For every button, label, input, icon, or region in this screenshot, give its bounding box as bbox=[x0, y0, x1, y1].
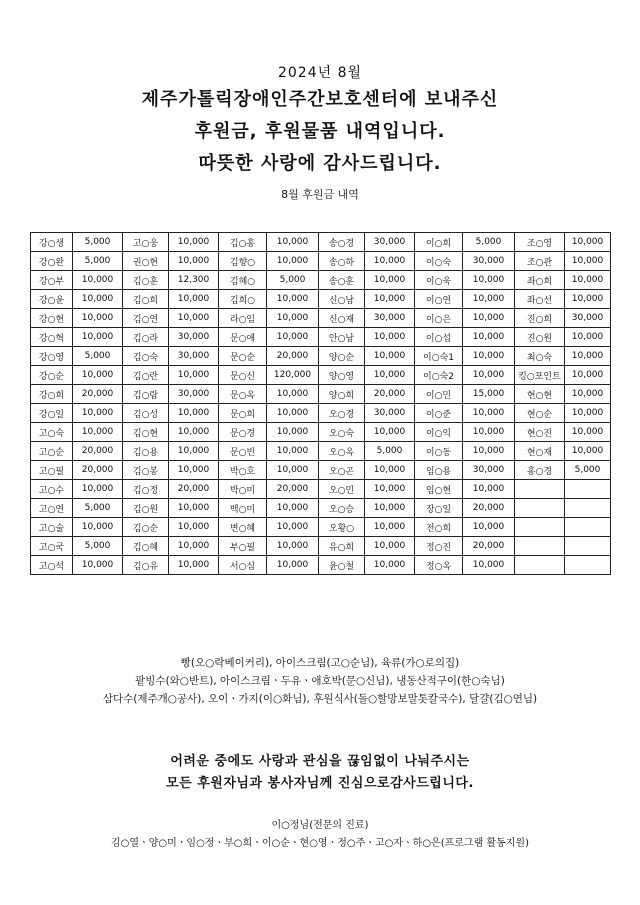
donor-name: 김희○ bbox=[219, 290, 267, 309]
donor-name: 유○희 bbox=[319, 537, 365, 556]
donation-amount: 10,000 bbox=[73, 404, 123, 423]
table-row bbox=[31, 309, 611, 328]
donation-amount: 5,000 bbox=[73, 537, 123, 556]
donor-name: 이○동 bbox=[415, 442, 463, 461]
donor-name: 정○진 bbox=[415, 537, 463, 556]
donation-amount: 20,000 bbox=[169, 480, 219, 499]
donor-name: 현○재 bbox=[515, 442, 565, 461]
donor-name: 고○숙 bbox=[31, 423, 73, 442]
donor-name: 강○희 bbox=[31, 385, 73, 404]
donation-amount: 10,000 bbox=[365, 366, 415, 385]
donor-name: 조○관 bbox=[515, 252, 565, 271]
table-row bbox=[31, 537, 611, 556]
donation-amount bbox=[565, 499, 611, 518]
donation-amount: 20,000 bbox=[73, 461, 123, 480]
donation-amount: 10,000 bbox=[169, 252, 219, 271]
donor-name: 임○현 bbox=[415, 480, 463, 499]
donation-amount: 10,000 bbox=[565, 385, 611, 404]
donor-name: 고○술 bbox=[31, 518, 73, 537]
donor-name: 서○심 bbox=[219, 556, 267, 575]
donation-amount: 10,000 bbox=[365, 480, 415, 499]
donation-amount: 10,000 bbox=[565, 271, 611, 290]
donation-amount: 5,000 bbox=[73, 233, 123, 252]
donation-amount: 30,000 bbox=[565, 309, 611, 328]
donor-name: 박○호 bbox=[219, 461, 267, 480]
table-row bbox=[31, 556, 611, 575]
donor-name bbox=[515, 499, 565, 518]
donation-amount: 10,000 bbox=[73, 271, 123, 290]
donation-subtitle: 8월 후원금 내역 bbox=[281, 188, 359, 201]
donation-amount: 5,000 bbox=[73, 347, 123, 366]
goods-line-3: 삼다수(제주개○공사), 오이ㆍ가지(이○화님), 후원식사(돌○할망보말톳칼국수), 달걀(김○연님) bbox=[102, 693, 538, 705]
donation-amount: 10,000 bbox=[169, 366, 219, 385]
donor-name: 김○홍 bbox=[219, 233, 267, 252]
table-row bbox=[31, 385, 611, 404]
donation-amount: 5,000 bbox=[463, 233, 515, 252]
donation-amount: 10,000 bbox=[565, 442, 611, 461]
table-row bbox=[31, 252, 611, 271]
donor-name: 김○혜 bbox=[123, 537, 169, 556]
donor-name: 문○경 bbox=[219, 423, 267, 442]
donation-amount: 10,000 bbox=[365, 290, 415, 309]
donor-name: 최○숙 bbox=[515, 347, 565, 366]
donor-name: 이○숙2 bbox=[415, 366, 463, 385]
donation-amount: 10,000 bbox=[267, 537, 319, 556]
donor-name: 오○승 bbox=[319, 499, 365, 518]
donation-amount: 10,000 bbox=[169, 461, 219, 480]
donation-amount: 10,000 bbox=[463, 480, 515, 499]
donation-amount: 10,000 bbox=[365, 537, 415, 556]
donor-name: 송○하 bbox=[319, 252, 365, 271]
donor-name: 좌○희 bbox=[515, 271, 565, 290]
donation-amount: 30,000 bbox=[169, 347, 219, 366]
donation-amount: 10,000 bbox=[565, 233, 611, 252]
donor-name: 좌○선 bbox=[515, 290, 565, 309]
donation-amount: 10,000 bbox=[267, 442, 319, 461]
donation-amount: 10,000 bbox=[365, 328, 415, 347]
donor-name bbox=[515, 537, 565, 556]
donation-amount: 10,000 bbox=[169, 499, 219, 518]
donor-name: 현○현 bbox=[515, 385, 565, 404]
donor-name: 문○희 bbox=[219, 404, 267, 423]
donation-amount: 120,000 bbox=[267, 366, 319, 385]
donor-name: 문○신 bbox=[219, 366, 267, 385]
donor-name: 강○윤 bbox=[31, 290, 73, 309]
title-line-2: 후원금, 후원물품 내역입니다. bbox=[194, 121, 446, 142]
donation-amount: 10,000 bbox=[565, 404, 611, 423]
donation-amount: 10,000 bbox=[267, 461, 319, 480]
donor-name: 임○용 bbox=[415, 461, 463, 480]
closing-line-1: 어려운 중에도 사랑과 관심을 끊임없이 나눠주시는 bbox=[170, 754, 470, 769]
donor-name: 강○완 bbox=[31, 252, 73, 271]
donation-amount: 30,000 bbox=[169, 328, 219, 347]
table-row bbox=[31, 404, 611, 423]
donor-name: 김○숙 bbox=[123, 347, 169, 366]
donor-name: 강○영 bbox=[31, 347, 73, 366]
donation-amount: 10,000 bbox=[73, 480, 123, 499]
donation-amount: 12,300 bbox=[169, 271, 219, 290]
donation-amount: 5,000 bbox=[73, 499, 123, 518]
table-row bbox=[31, 442, 611, 461]
donation-amount: 10,000 bbox=[169, 233, 219, 252]
donor-name: 이○희 bbox=[415, 233, 463, 252]
donation-amount: 10,000 bbox=[267, 499, 319, 518]
donation-amount: 10,000 bbox=[365, 423, 415, 442]
donation-amount: 10,000 bbox=[267, 290, 319, 309]
donation-amount: 10,000 bbox=[169, 404, 219, 423]
donor-name: 현○순 bbox=[515, 404, 565, 423]
donation-amount: 20,000 bbox=[463, 537, 515, 556]
table-row bbox=[31, 328, 611, 347]
donation-amount: 30,000 bbox=[463, 461, 515, 480]
donor-name: 고○순 bbox=[31, 442, 73, 461]
donor-name: 고○웅 bbox=[123, 233, 169, 252]
donor-name: 강○혁 bbox=[31, 328, 73, 347]
donor-name: 김○연 bbox=[123, 309, 169, 328]
donor-name: 송○훈 bbox=[319, 271, 365, 290]
title-line-3: 따뜻한 사랑에 감사드립니다. bbox=[198, 153, 442, 174]
donation-amount bbox=[565, 556, 611, 575]
donation-amount: 10,000 bbox=[169, 423, 219, 442]
donation-table bbox=[30, 232, 611, 575]
donor-name: 김○순 bbox=[123, 518, 169, 537]
donation-amount: 5,000 bbox=[365, 442, 415, 461]
donor-name: 김○희 bbox=[123, 290, 169, 309]
donor-name: 김○원 bbox=[123, 499, 169, 518]
donor-name: 변○혜 bbox=[219, 518, 267, 537]
donation-amount: 10,000 bbox=[463, 290, 515, 309]
donor-name: 권○현 bbox=[123, 252, 169, 271]
donor-name: 고○수 bbox=[31, 480, 73, 499]
donor-name: 전○희 bbox=[415, 518, 463, 537]
donor-name: 오○민 bbox=[319, 480, 365, 499]
donor-name: 김○성 bbox=[123, 404, 169, 423]
donation-amount: 20,000 bbox=[73, 385, 123, 404]
table-row bbox=[31, 366, 611, 385]
table-row bbox=[31, 347, 611, 366]
donation-amount: 20,000 bbox=[267, 347, 319, 366]
donor-name: 강○일 bbox=[31, 404, 73, 423]
donor-name: 김○정 bbox=[123, 480, 169, 499]
goods-line-2: 팥빙수(와○반트), 아이스크림ㆍ두유ㆍ애호박(문○신님), 냉동산적구이(한○숙님) bbox=[135, 675, 505, 687]
donor-name: 김○유 bbox=[123, 556, 169, 575]
donation-amount: 10,000 bbox=[365, 347, 415, 366]
donation-amount: 10,000 bbox=[365, 271, 415, 290]
donation-amount: 15,000 bbox=[463, 385, 515, 404]
donation-amount: 10,000 bbox=[267, 252, 319, 271]
donation-amount: 10,000 bbox=[169, 309, 219, 328]
donor-name: 이○숙 bbox=[415, 252, 463, 271]
donation-amount: 10,000 bbox=[463, 366, 515, 385]
donor-name: 이○섭 bbox=[415, 328, 463, 347]
donor-name: 김○라 bbox=[123, 328, 169, 347]
donation-amount: 20,000 bbox=[267, 480, 319, 499]
donor-name bbox=[515, 518, 565, 537]
donor-name: 이○준 bbox=[415, 404, 463, 423]
donation-amount: 10,000 bbox=[463, 442, 515, 461]
donor-name: 김○용 bbox=[123, 442, 169, 461]
donor-name: 강○순 bbox=[31, 366, 73, 385]
donation-amount: 10,000 bbox=[565, 347, 611, 366]
donor-name: 양○희 bbox=[319, 385, 365, 404]
donor-name: 김혜○ bbox=[219, 271, 267, 290]
donation-amount: 30,000 bbox=[463, 252, 515, 271]
donation-amount: 10,000 bbox=[565, 423, 611, 442]
donor-name: 고○석 bbox=[31, 556, 73, 575]
donation-amount: 10,000 bbox=[463, 518, 515, 537]
donation-amount: 10,000 bbox=[73, 556, 123, 575]
donor-name: 박○미 bbox=[219, 480, 267, 499]
table-row bbox=[31, 499, 611, 518]
donation-amount: 10,000 bbox=[365, 252, 415, 271]
donor-name: 장○일 bbox=[415, 499, 463, 518]
donation-amount: 5,000 bbox=[565, 461, 611, 480]
donation-amount: 10,000 bbox=[267, 518, 319, 537]
donor-name: 문○순 bbox=[219, 347, 267, 366]
donation-amount: 10,000 bbox=[267, 423, 319, 442]
donor-name: 고○국 bbox=[31, 537, 73, 556]
donation-amount: 10,000 bbox=[365, 556, 415, 575]
donation-amount: 20,000 bbox=[73, 442, 123, 461]
donor-name: 오○곤 bbox=[319, 461, 365, 480]
donor-name: 양○순 bbox=[319, 347, 365, 366]
donation-amount: 10,000 bbox=[267, 328, 319, 347]
donor-name: 문○애 bbox=[219, 328, 267, 347]
donation-amount: 10,000 bbox=[565, 328, 611, 347]
donor-name: 조○영 bbox=[515, 233, 565, 252]
table-row bbox=[31, 461, 611, 480]
table-row bbox=[31, 480, 611, 499]
donor-name bbox=[515, 480, 565, 499]
table-row bbox=[31, 271, 611, 290]
donor-name: 강○생 bbox=[31, 233, 73, 252]
donation-amount: 10,000 bbox=[365, 499, 415, 518]
donation-amount: 10,000 bbox=[463, 404, 515, 423]
donation-amount: 30,000 bbox=[169, 385, 219, 404]
goods-line-1: 빵(오○락베이커리), 아이스크림(고○순님), 육류(가○로의집) bbox=[180, 657, 460, 669]
donation-amount bbox=[565, 480, 611, 499]
donation-amount: 20,000 bbox=[365, 385, 415, 404]
donor-name bbox=[515, 556, 565, 575]
donation-amount: 30,000 bbox=[365, 309, 415, 328]
donation-amount: 10,000 bbox=[365, 518, 415, 537]
donor-name: 오○옥 bbox=[319, 442, 365, 461]
donation-amount: 10,000 bbox=[463, 328, 515, 347]
donor-name: 안○남 bbox=[319, 328, 365, 347]
donation-amount: 30,000 bbox=[365, 233, 415, 252]
donor-name: 오○경 bbox=[319, 404, 365, 423]
table-row bbox=[31, 423, 611, 442]
donation-amount: 10,000 bbox=[267, 385, 319, 404]
donation-amount: 10,000 bbox=[565, 366, 611, 385]
table-row bbox=[31, 518, 611, 537]
donor-name: 오○숙 bbox=[319, 423, 365, 442]
donation-amount: 10,000 bbox=[463, 347, 515, 366]
donor-name: 현○진 bbox=[515, 423, 565, 442]
donation-amount: 10,000 bbox=[73, 290, 123, 309]
donor-name: 김○훈 bbox=[123, 271, 169, 290]
donation-amount: 10,000 bbox=[73, 309, 123, 328]
donor-name: 라○임 bbox=[219, 309, 267, 328]
donor-name: 이○민 bbox=[415, 385, 463, 404]
donation-amount: 10,000 bbox=[169, 442, 219, 461]
donor-name: 고○필 bbox=[31, 461, 73, 480]
report-year: 2024년 8월 bbox=[277, 65, 363, 81]
donor-name: 강○부 bbox=[31, 271, 73, 290]
donor-name: 김○란 bbox=[123, 366, 169, 385]
volunteer-line-2: 김○열ㆍ양○미ㆍ임○정ㆍ부○희ㆍ이○순ㆍ현○영ㆍ정○주ㆍ고○자ㆍ하○은(프로그램 활동지원) bbox=[111, 838, 529, 849]
donation-amount: 10,000 bbox=[365, 461, 415, 480]
donation-amount: 5,000 bbox=[267, 271, 319, 290]
title-line-1: 제주가톨릭장애인주간보호센터에 보내주신 bbox=[141, 89, 499, 110]
donation-amount: 10,000 bbox=[73, 423, 123, 442]
donor-name: 강○현 bbox=[31, 309, 73, 328]
donor-name: 이○익 bbox=[415, 423, 463, 442]
donation-amount: 10,000 bbox=[169, 290, 219, 309]
donor-name: 킹○포인트 bbox=[515, 366, 565, 385]
donation-amount: 10,000 bbox=[73, 518, 123, 537]
donor-name: 백○미 bbox=[219, 499, 267, 518]
donor-name: 윤○철 bbox=[319, 556, 365, 575]
donor-name: 진○희 bbox=[515, 309, 565, 328]
table-row bbox=[31, 233, 611, 252]
donor-name: 이○욱 bbox=[415, 271, 463, 290]
donor-name: 김○봉 bbox=[123, 461, 169, 480]
donor-name: 홍○경 bbox=[515, 461, 565, 480]
donation-amount: 10,000 bbox=[463, 271, 515, 290]
donation-amount: 10,000 bbox=[169, 537, 219, 556]
donor-name: 송○경 bbox=[319, 233, 365, 252]
donor-name: 오황○ bbox=[319, 518, 365, 537]
donor-name: 문○옥 bbox=[219, 385, 267, 404]
donation-amount: 10,000 bbox=[267, 309, 319, 328]
donor-name: 이○은 bbox=[415, 309, 463, 328]
donation-amount: 10,000 bbox=[73, 366, 123, 385]
donor-name: 이○숙1 bbox=[415, 347, 463, 366]
volunteer-line-1: 이○정님(전문의 진료) bbox=[271, 820, 369, 831]
donation-amount: 10,000 bbox=[463, 309, 515, 328]
donation-amount: 10,000 bbox=[463, 556, 515, 575]
donation-amount: 10,000 bbox=[463, 423, 515, 442]
donation-amount: 10,000 bbox=[169, 556, 219, 575]
donor-name: 진○원 bbox=[515, 328, 565, 347]
donation-amount: 10,000 bbox=[267, 404, 319, 423]
donor-name: 김○람 bbox=[123, 385, 169, 404]
donor-name: 양○영 bbox=[319, 366, 365, 385]
donor-name: 신○재 bbox=[319, 309, 365, 328]
donation-amount: 10,000 bbox=[267, 233, 319, 252]
donation-amount: 10,000 bbox=[267, 556, 319, 575]
donation-amount: 10,000 bbox=[73, 328, 123, 347]
donation-amount: 10,000 bbox=[565, 252, 611, 271]
donor-name: 고○연 bbox=[31, 499, 73, 518]
donor-name: 정○옥 bbox=[415, 556, 463, 575]
donor-name: 김향○ bbox=[219, 252, 267, 271]
donor-name: 부○필 bbox=[219, 537, 267, 556]
table-row bbox=[31, 290, 611, 309]
donor-name: 신○남 bbox=[319, 290, 365, 309]
donation-amount bbox=[565, 537, 611, 556]
closing-line-2: 모든 후원자님과 봉사자님께 진심으로감사드립니다. bbox=[166, 776, 474, 791]
donation-amount: 5,000 bbox=[73, 252, 123, 271]
donation-amount bbox=[565, 518, 611, 537]
donor-name: 문○빈 bbox=[219, 442, 267, 461]
donation-amount: 10,000 bbox=[169, 518, 219, 537]
donor-name: 이○연 bbox=[415, 290, 463, 309]
donation-amount: 10,000 bbox=[565, 290, 611, 309]
donation-amount: 20,000 bbox=[463, 499, 515, 518]
donor-name: 김○현 bbox=[123, 423, 169, 442]
donation-amount: 30,000 bbox=[365, 404, 415, 423]
